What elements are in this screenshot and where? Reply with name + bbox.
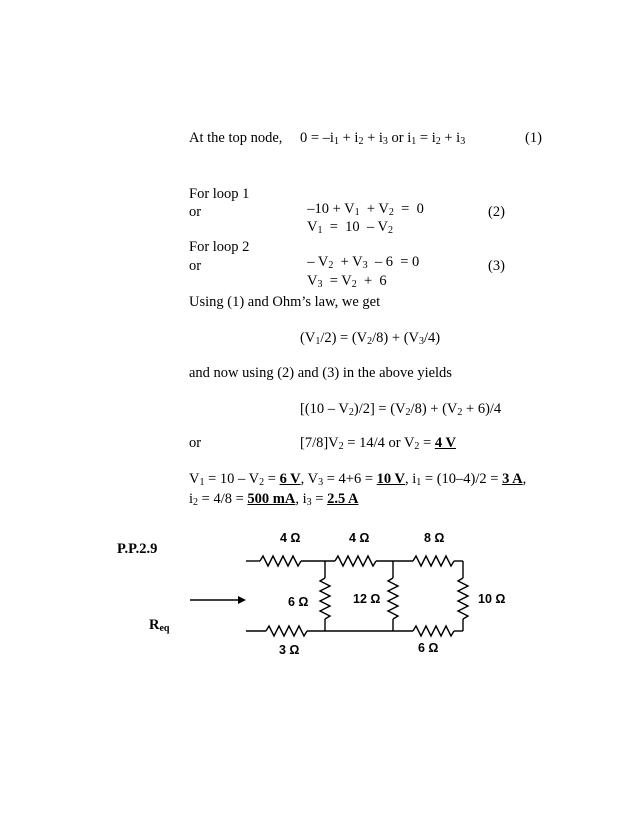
answer-v3: 10 V	[376, 471, 406, 487]
loop1-equation: $-10 + V_1 + V_2 = 0$	[307, 200, 424, 218]
ohm-text: Using (1) and Ohm’s law, we get	[189, 294, 381, 310]
loop2-label: For loop 2	[189, 239, 250, 255]
or-label-2: or	[189, 258, 202, 274]
loop2-equation: – $V_2 + V_3 - 6 = 0$	[307, 253, 420, 271]
equation-3: $V_3 = V_2 + 6$	[307, 272, 387, 290]
equation-number-2: (2)	[488, 204, 505, 220]
req-label: $R_{eq}$	[149, 617, 170, 634]
resistor-top-right	[413, 556, 454, 566]
resistor-vert-left	[320, 578, 330, 619]
resistor-top-left	[260, 556, 301, 566]
result-line-2: $i_2 = 4/8 = 500$ mA, $i_3 = 2.5$ A	[189, 491, 359, 508]
equation-2: $V_1 = 10 - V_2$	[307, 218, 393, 236]
label-r-vert-left: 6 Ω	[288, 595, 309, 609]
final-equation: $[7/8]V_2 = 14/4$ or $V_2 = 4$ V	[300, 435, 456, 452]
answer-i3: 2.5 A	[327, 491, 359, 507]
top-node-label: At the top node,	[189, 130, 283, 146]
label-r-bot-right: 6 Ω	[418, 641, 439, 655]
answer-i2: 500 mA	[247, 491, 296, 507]
resistor-top-mid	[335, 556, 376, 566]
label-r-top-left: 4 Ω	[280, 531, 301, 545]
label-r-top-mid: 4 Ω	[349, 531, 370, 545]
label-r-bot-left: 3 Ω	[279, 643, 300, 657]
ohm-equation: $(V_1/2) = (V_2/8) + (V_3/4)$	[300, 330, 441, 347]
resistor-bot-left	[266, 626, 307, 636]
equation-number-3: (3)	[488, 258, 505, 274]
label-r-vert-right: 10 Ω	[478, 592, 506, 606]
equation-number-1: (1)	[525, 130, 542, 146]
resistor-vert-mid	[388, 578, 398, 619]
resistor-vert-right	[458, 578, 468, 619]
answer-i1: 3 A	[502, 471, 523, 487]
or-label-1: or	[189, 204, 202, 220]
answer-v1: 6 V	[279, 471, 301, 487]
kcl-equation: $0 = -i_1 + i_2 + i_3$ or $i_1 = i_2 + i_3$	[300, 130, 466, 147]
answer-v2: 4 V	[434, 435, 456, 451]
result-line-1: $V_1 = 10 - V_2 = 6$ V, $V_3 = 4+6 = 10$ V, $i_1 = (10-4)/2 = 3$ A,	[189, 471, 527, 488]
resistor-bot-right	[413, 626, 454, 636]
label-r-top-right: 8 Ω	[424, 531, 445, 545]
yield-equation: $[(10 - V_2)/2] = (V_2/8) + (V_2 + 6)/4$	[300, 401, 502, 418]
yield-text: and now using (2) and (3) in the above yields	[189, 365, 452, 381]
label-r-vert-mid: 12 Ω	[353, 592, 381, 606]
or-label-3: or	[189, 435, 202, 451]
problem-label: P.P.2.9	[117, 541, 158, 557]
req-arrow	[190, 596, 246, 604]
loop1-label: For loop 1	[189, 186, 250, 202]
